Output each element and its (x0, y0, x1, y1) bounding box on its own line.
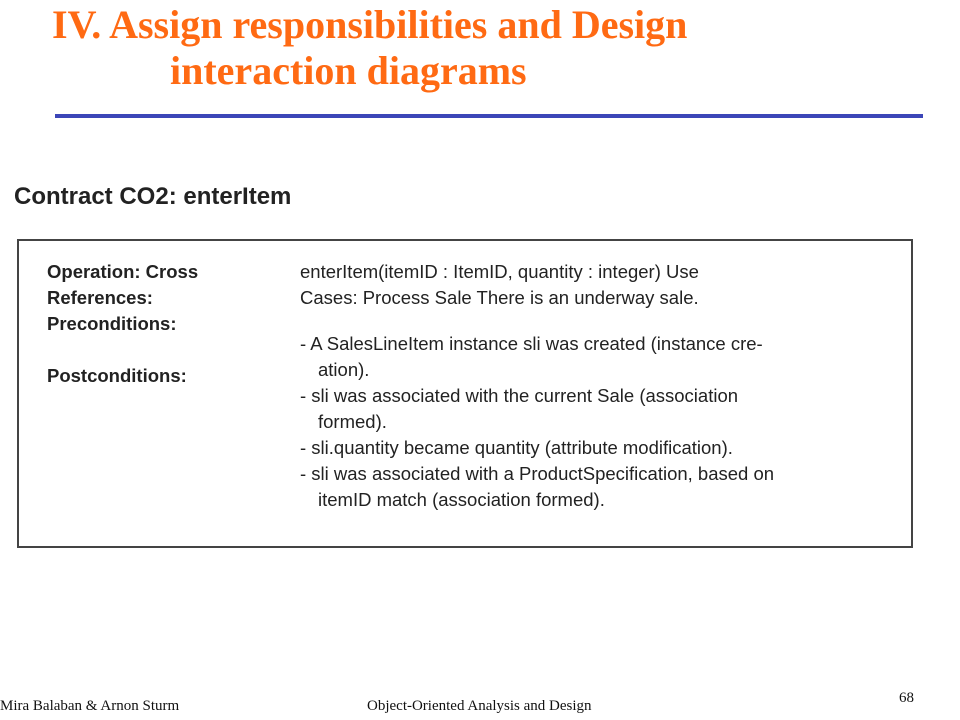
use-cases-and-precondition: Cases: Process Sale There is an underway sale. (300, 287, 699, 308)
slide-title-line-2: interaction diagrams (170, 48, 527, 93)
postcondition-item-continued: formed). (318, 411, 387, 432)
label-preconditions: Preconditions: (47, 313, 177, 334)
slide-title (52, 2, 932, 94)
title-underline (55, 114, 923, 118)
postcondition-item: - sli was associated with a ProductSpecification, based on (300, 463, 775, 484)
contract-box (17, 239, 913, 548)
page-number: 68 (899, 690, 914, 706)
postcondition-item-continued: itemID match (association formed). (318, 489, 605, 510)
postcondition-item: - A SalesLineItem instance sli was created (instance cre- (300, 333, 763, 354)
contract-labels (47, 259, 198, 389)
slide-title-line-1: IV. Assign responsibilities and Design (52, 2, 688, 47)
postcondition-item-continued: ation). (318, 359, 370, 380)
contract-values (300, 259, 900, 513)
contract-heading: Contract CO2: enterItem (14, 183, 292, 210)
footer-authors: Mira Balaban & Arnon Sturm (0, 698, 180, 714)
label-references: References: (47, 287, 153, 308)
postcondition-item: - sli was associated with the current Sale (association (300, 385, 739, 406)
operation-signature: enterItem(itemID : ItemID, quantity : integer) Use (300, 261, 699, 282)
footer-course: Object-Oriented Analysis and Design (367, 698, 592, 714)
postcondition-item: - sli.quantity became quantity (attribute modification). (300, 437, 733, 458)
label-operation: Operation: Cross (47, 261, 199, 282)
label-postconditions: Postconditions: (47, 365, 187, 386)
